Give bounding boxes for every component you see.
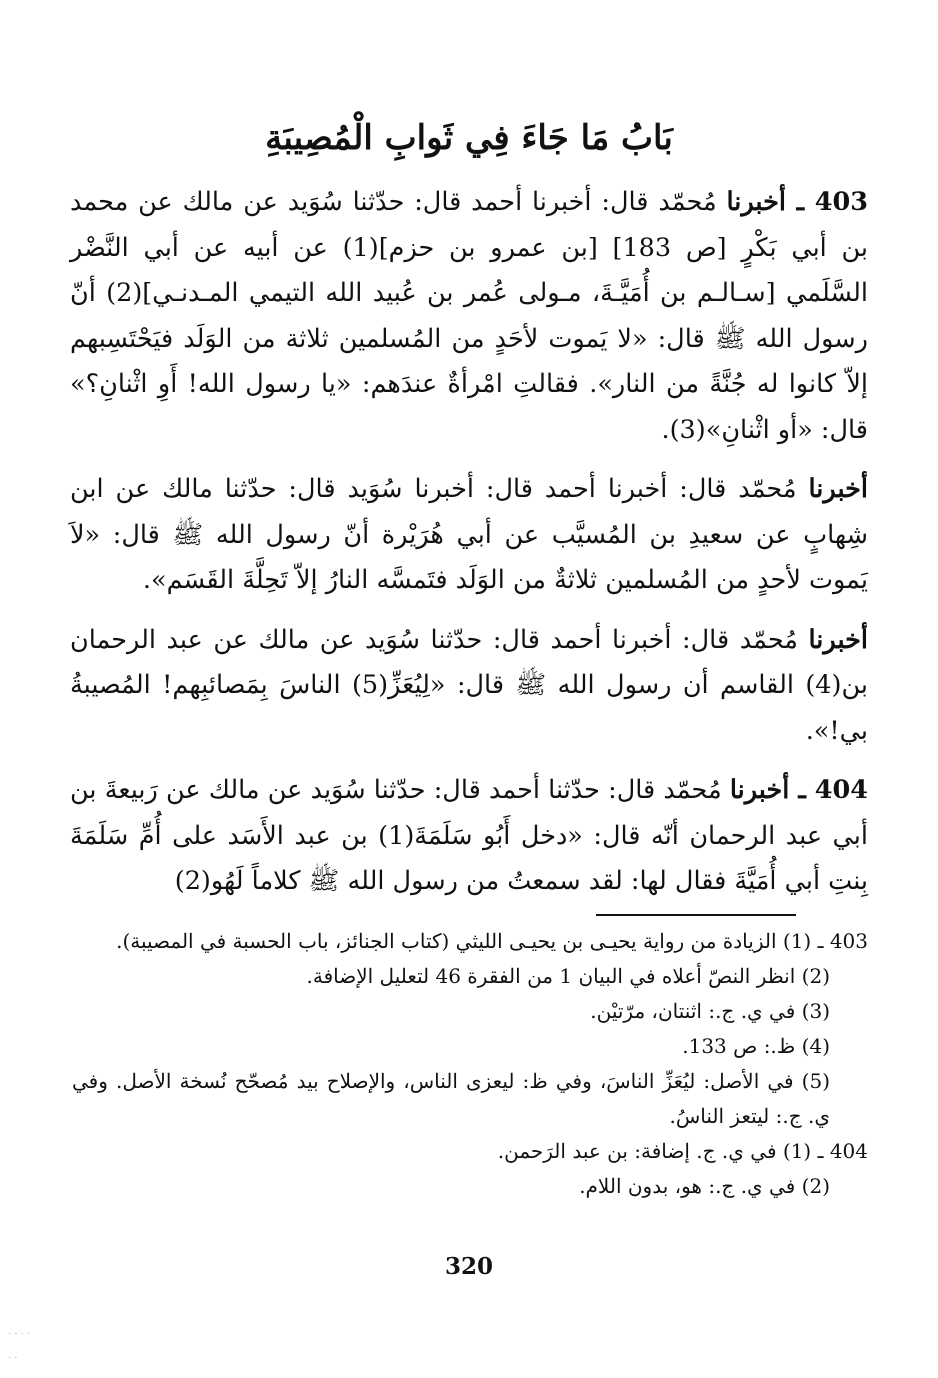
chapter-title: بَابُ مَا جَاءَ فِي ثَوابِ الْمُصِيبَةِ	[265, 118, 673, 158]
footnote: (3) في ي. ج.: اثنتان، مرّتيْن.	[590, 999, 830, 1023]
paragraph-403-b	[70, 467, 868, 604]
page-number: 320	[444, 1253, 493, 1280]
paragraph-404	[70, 768, 868, 905]
footnote-divider	[596, 914, 796, 916]
paragraph-lead: 403 ـ أخبرنا	[726, 187, 868, 217]
paragraph-403	[70, 180, 868, 453]
scan-noise: . .	[8, 1350, 18, 1361]
paragraph-text: مُحمّد قال: أخبرنا أحمد قال: أخبرنا سُوَيد قال: حدّثنا مالك عن ابن شِهابٍ عن سعيدِ بن المُسيَّب عن أبي هُرَيْرة أنّ رسول الله ﷺ قال: «لاَ يَموت لأحدٍ من المُسلمين ثلاثةٌ من الوَلَد فتَمسَّه النارُ إلاّ تَحِلَّةَ القَسَم».	[70, 474, 868, 595]
paragraph-lead: 404 ـ أخبرنا	[729, 775, 869, 805]
footnote: (4) ظ.: ص 133.	[682, 1034, 830, 1058]
footnote: 404 ـ (1) في ي. ج. إضافة: بن عبد الرَحمن.	[497, 1139, 868, 1163]
footnote: (2) في ي. ج.: هو، بدون اللام.	[579, 1174, 830, 1198]
paragraph-text: مُحمّد قال: أخبرنا أحمد قال: حدّثنا سُوَيد عن مالك عن عبد الرحمان بن(4) القاسم أن رسول الله ﷺ قال: «لِيُعَزِّ(5) الناسَ بِمَصائبِهم! المُصيبةُ بي!».	[70, 624, 868, 746]
footnote: 403 ـ (1) الزيادة من رواية يحيـى بن يحيـى الليثي (كتاب الجنائز، باب الحسبة في المصيبة).	[116, 929, 868, 953]
paragraph-lead: أخبرنا	[808, 624, 869, 655]
paragraph-403-c	[70, 618, 868, 755]
footnote: (5) في الأصل: ليُعَزِّ الناسَ، وفي ظ: ليعزى الناس، والإصلاح بيد مُصحّح نُسخة الأصل. وفي ي. ج.: ليتعز الناسُ.	[72, 1069, 830, 1128]
main-text	[70, 180, 868, 919]
scan-noise: . . . .	[8, 1326, 31, 1337]
paragraph-lead: أخبرنا	[808, 474, 869, 504]
footnote: (2) انظر النصّ أعلاه في البيان 1 من الفقرة 46 لتعليل الإضافة.	[306, 964, 830, 988]
paragraph-text: مُحمّد قال: أخبرنا أحمد قال: حدّثنا سُوَيد عن مالك عن محمد بن أبي بَكْرٍ [ص 183] [بن عمرو بن حزم](1) عن أبيه عن أبي النَّضْر السَّلَمي [سـالـم بن أُمَيَّـةَ، مـولى عُمر بن عُبيد الله التيمي المـدنـي](2) أنّ رسول الله ﷺ قال: «لا يَموت لأحَدٍ من المُسلمين ثلاثة من الوَلَد فيَحْتَسِبهم إلاّ كانوا له جُنَّةً من النار». فقالتِ امْرأةٌ عندَهم: «يا رسول الله! أَوِ اثْنانِ؟» قال: «أو اثْنانِ»(3).	[70, 187, 868, 445]
paragraph-text: مُحمّد قال: حدّثنا أحمد قال: حدّثنا سُوَيد عن مالك عن رَبيعةَ بن أبي عبد الرحمان أنّه قال: «دخل أَبُو سَلَمَةَ(1) بن عبد الأَسَد على أُمِّ سَلَمَةَ بِنتِ أبي أُمَيَّةَ فقال لها: لقد سمعتُ من رسول الله ﷺ كلاماً لَهُو(2)	[70, 775, 868, 896]
footnotes	[72, 924, 868, 1204]
